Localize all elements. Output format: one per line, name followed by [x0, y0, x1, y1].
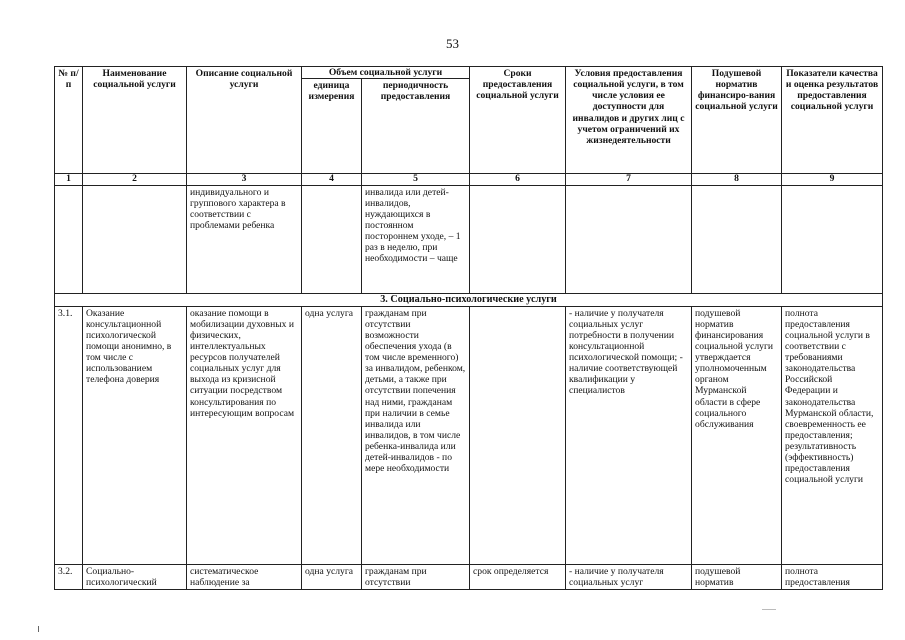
unit-of-measure: одна услуга	[302, 306, 362, 564]
section-title: 3. Социально-психологические услуги	[55, 293, 883, 306]
table-cell	[566, 185, 692, 293]
page-number: 53	[446, 36, 459, 51]
service-name: Оказание консультационной психологической помощи анонимно, в том числе с использованием телефона доверия	[83, 306, 187, 564]
terms: срок определяется	[470, 564, 566, 589]
header-row-top	[55, 67, 883, 79]
header-terms: Сроки предоставления социальной услуги	[470, 67, 566, 174]
social-services-table	[54, 66, 883, 590]
continuation-description: индивидуального и группового характера в соответствии с проблемами ребенка	[187, 185, 302, 293]
row-number: 3.2.	[55, 564, 83, 589]
financing-norm: подушевой норматив финансирования социальной услуги утверждается уполномоченным органом Мурманской области в сфере социального обслуживания	[692, 306, 782, 564]
header-periodicity: периодичность предоставления	[362, 79, 470, 174]
row-number: 3.1.	[55, 306, 83, 564]
column-number: 3	[187, 174, 302, 186]
periodicity: гражданам при отсутствии возможности обеспечения ухода (в том числе временного) за инвалидом, ребенком, детьми, а также при отсутствии попечения над ними, гражданам при наличии в семье инвалида или инвалидов, в том числе ребенка-инвалида или детей-инвалидов - по мере необходимости	[362, 306, 470, 564]
continuation-periodicity: инвалида или детей-инвалидов, нуждающихся в постоянном постороннем уходе, – 1 раз в неделю, при необходимости – чаще	[362, 185, 470, 293]
quality-indicators: полнота предоставления	[782, 564, 883, 589]
unit-of-measure: одна услуга	[302, 564, 362, 589]
periodicity: гражданам при отсутствии	[362, 564, 470, 589]
table-cell	[302, 185, 362, 293]
service-description: систематическое наблюдение за	[187, 564, 302, 589]
header-service-volume: Объем социальной услуги	[302, 67, 470, 79]
header-conditions: Условия предоставления социальной услуги, в том числе условия ее доступности для инвалидов и других лиц с учетом ограничений их жизнедеятельности	[566, 67, 692, 174]
conditions: - наличие у получателя социальных услуг	[566, 564, 692, 589]
header-unit: единица измерения	[302, 79, 362, 174]
quality-indicators: полнота предоставления социальной услуги в соответствии с требованиями законодательства Российской Федерации и законодательства Мурманской области, своевременность ее предоставления; результативность (эффективность) предоставления социальной услуги	[782, 306, 883, 564]
table-cell	[470, 185, 566, 293]
column-numbers-row	[55, 174, 883, 186]
service-description: оказание помощи в мобилизации духовных и физических, интеллектуальных ресурсов получателей социальных услуг для выхода из кризисной ситуации посредством консультирования по интересующим вопросам	[187, 306, 302, 564]
terms	[470, 306, 566, 564]
header-quality-indicators: Показатели качества и оценка результатов предоставления социальной услуги	[782, 67, 883, 174]
table-cell	[55, 185, 83, 293]
column-number: 1	[55, 174, 83, 186]
column-number: 4	[302, 174, 362, 186]
table-cell	[782, 185, 883, 293]
column-number: 8	[692, 174, 782, 186]
table-row	[55, 306, 883, 564]
header-financing-norm: Подушевой норматив финансиро-вания социальной услуги	[692, 67, 782, 174]
continuation-row	[55, 185, 883, 293]
column-number: 9	[782, 174, 883, 186]
table-cell	[692, 185, 782, 293]
header-service-description: Описание социальной услуги	[187, 67, 302, 174]
scan-artifact	[762, 609, 776, 610]
table-row	[55, 564, 883, 589]
column-number: 2	[83, 174, 187, 186]
header-num: № п/п	[55, 67, 83, 174]
service-name: Социально-психологический	[83, 564, 187, 589]
section-header-row	[55, 293, 883, 306]
scan-artifact	[38, 626, 39, 632]
header-service-name: Наименование социальной услуги	[83, 67, 187, 174]
financing-norm: подушевой норматив	[692, 564, 782, 589]
column-number: 5	[362, 174, 470, 186]
column-number: 7	[566, 174, 692, 186]
table-cell	[83, 185, 187, 293]
conditions: - наличие у получателя социальных услуг потребности в получении консультационной психологической помощи; - наличие соответствующей квалификации у специалистов	[566, 306, 692, 564]
column-number: 6	[470, 174, 566, 186]
